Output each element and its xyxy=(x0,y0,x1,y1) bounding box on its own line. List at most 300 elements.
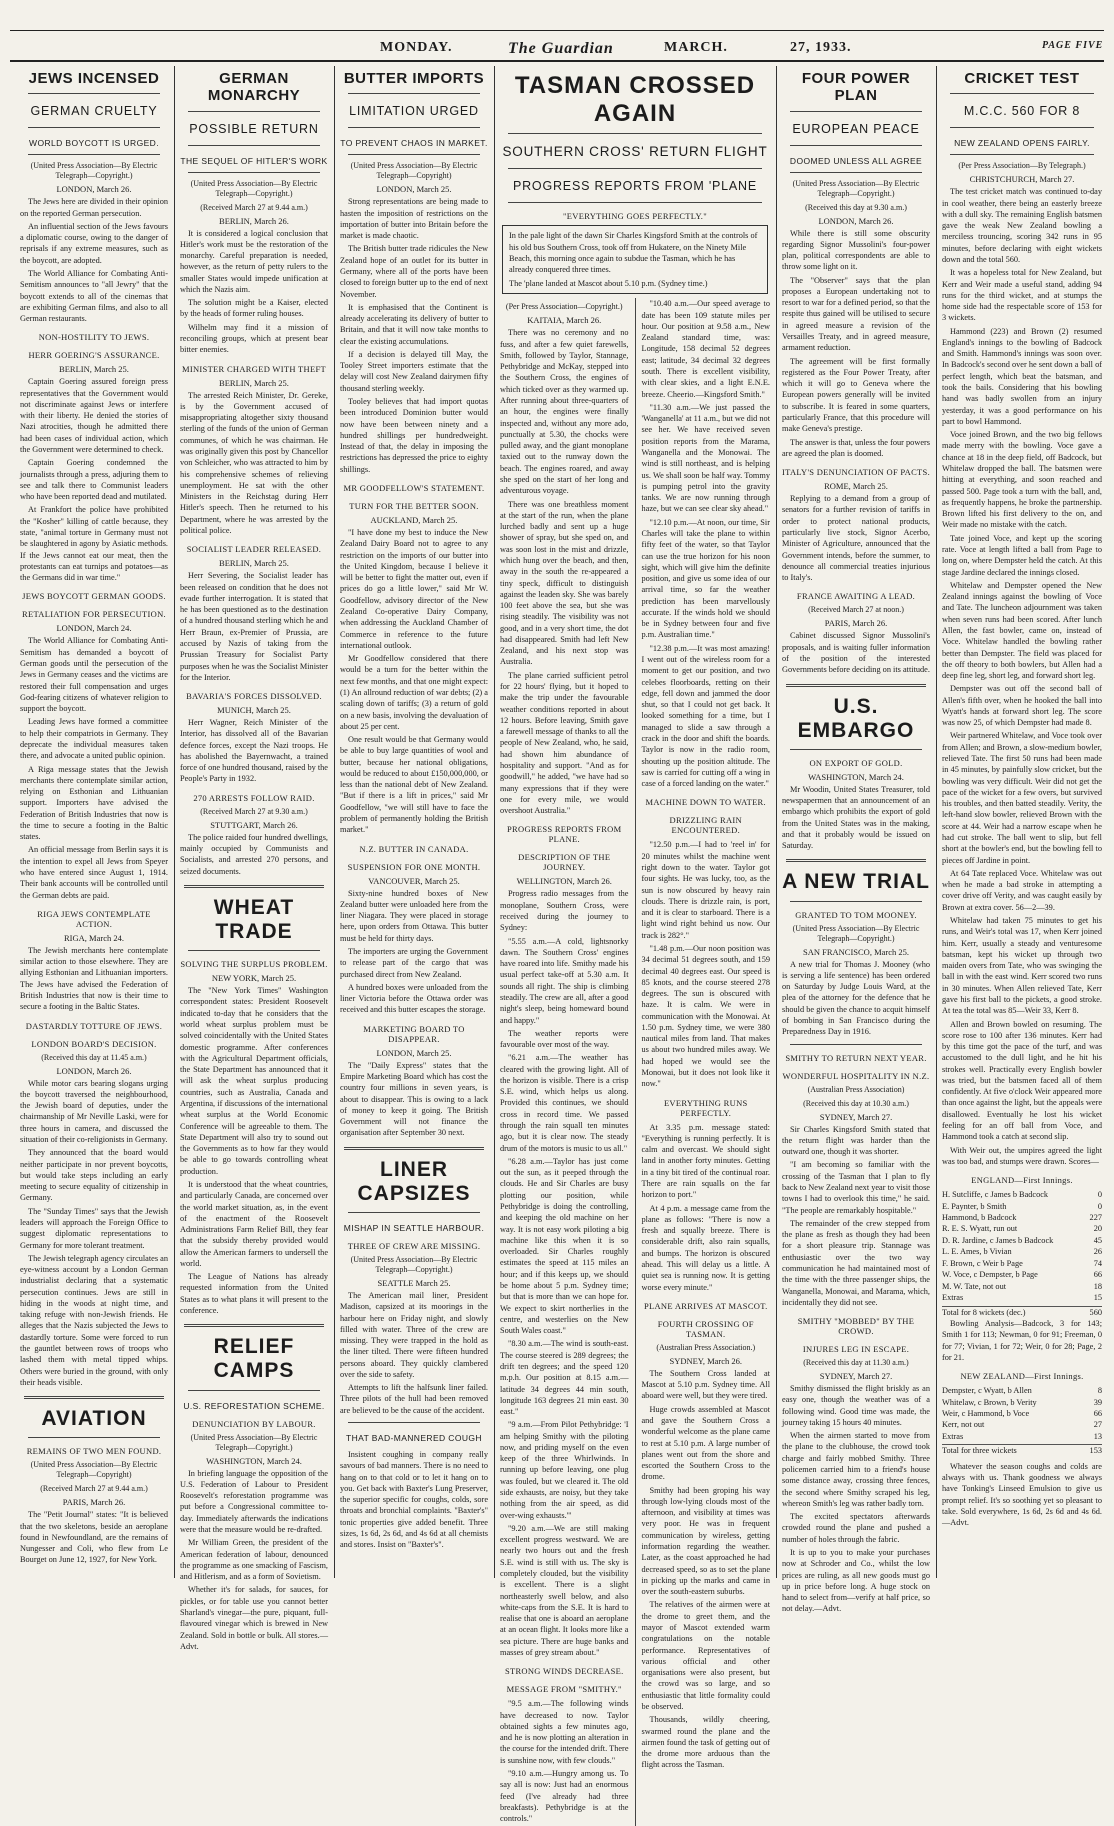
column-four-power-plan xyxy=(778,64,934,1614)
scorecard-row xyxy=(942,1292,1102,1303)
paragraph: Replying to a demand from a group of senators for a further revision of tariffs in order to protect national products, particularly live stock, Signor Acerbo, Minister of Agriculture, announced that the Government intends, before the summer, to denounce all commercial treaties injurious to Italy's. xyxy=(782,494,930,583)
batsman-name: L. E. Ames, b Vivian xyxy=(942,1247,1012,1257)
section-head: NON-HOSTILITY TO JEWS. xyxy=(38,332,150,343)
paragraph: Allen and Brown bowled on resuming. The score rose to 100 after 136 minutes. Kerr had by this time got the pace of the turf, and was accustomed to the dull light, and he hit his strokes well. Practically every English bowler was tried, but the batsmen faced all of them confidently. At five o'clock Weir appeared more than once against the light, but the appeals were disallowed. Eventually he lost his wicket feeling for an off ball from Voce, and Hammond took a catch at second slip. xyxy=(942,1019,1102,1142)
column-rule xyxy=(174,66,175,1578)
paragraph: One result would be that Germany would be able to buy large quantities of wool and butter, because her national obligations, would be reduced to about £150,000,000, or less than the national debt of New Zealand. "But if there is a lift in prices," said Mr Goodfellow, "we will still have to face the problem of permanently holding the British market." xyxy=(340,735,488,835)
paragraph: "9.10 a.m.—Hungry among us. To say all is now: Just had an enormous feed (I've already had three breakfasts). Pethybridge is at the controls." xyxy=(500,1768,629,1824)
received-line: (Received this day at 11.45 a.m.) xyxy=(41,1052,147,1062)
dateline: STUTTGART, March 26. xyxy=(210,819,298,830)
subhead: DOOMED UNLESS ALL AGREE xyxy=(789,155,923,166)
subhead: WORLD BOYCOTT IS URGED. xyxy=(29,138,159,149)
section-head: RETALIATION FOR PERSECUTION. xyxy=(22,609,166,620)
scorecard-new-zealand xyxy=(942,1385,1102,1442)
dateline: BERLIN, March 25. xyxy=(219,558,289,569)
paragraph: Herr Severing, the Socialist leader has been released on condition that he does not evade further interrogation. It is stated that he has been questioned as to the destination of a hundred thousand sterling which he and Herr Braun, ex-Premier of Prussia, are accused by Nazis of taking from the Prussian Treasury for Socialist Party purposes when he was the Socialist Minister for the Interior. xyxy=(180,571,328,682)
paragraph: While there is still some obscurity regarding Signor Mussolini's four-power plan, political correspondents are able to throw some light on it. xyxy=(782,228,930,272)
dateline: LONDON, March 25. xyxy=(376,1047,452,1058)
paragraph: "I have done my best to induce the New Zealand Dairy Board not to agree to any restriction on the imports of our butter into the United Kingdom, because I believe it will be better to fight the matter out, even if prices do go a little lower," said Mr W. Goodfellow, advisory director of the New Zealand Co-operative Dairy Company, when addressing the Auckland Chamber of Commerce in reference to the future international outlook. xyxy=(340,528,488,650)
scorecard-row xyxy=(942,1212,1102,1223)
masthead-date: 27, 1933. xyxy=(790,40,852,55)
section-head: TURN FOR THE BETTER SOON. xyxy=(349,501,479,511)
dateline: SEATTLE March 25. xyxy=(377,1277,451,1288)
section-head: PROGRESS REPORTS FROM PLANE. xyxy=(507,824,622,845)
divider xyxy=(188,145,320,146)
divider xyxy=(28,93,160,94)
batsman-runs: 26 xyxy=(1093,1247,1102,1257)
divider xyxy=(344,1147,484,1150)
paragraph: They announced that the board would neither participate in nor prevent boycotts, but would take steps including an early meeting to secure equality of citizenship in Germany. xyxy=(20,1148,168,1203)
batsman-runs: 0 xyxy=(1097,1201,1102,1211)
section-head: MACHINE DOWN TO WATER. xyxy=(645,797,766,808)
section-head: STRONG WINDS DECREASE. xyxy=(504,1666,624,1677)
column-rule xyxy=(334,66,335,1578)
paragraph: Mr William Green, the president of the American federation of labour, denounced the programme as one smacking of Fascism, and Hitlerism, and as a form of Sovietism. xyxy=(180,1538,328,1582)
column-jews-incensed xyxy=(16,64,172,1579)
batsman-name: E. Paynter, b Smith xyxy=(942,1201,1007,1211)
scorecard-row xyxy=(942,1431,1102,1442)
dateline: LONDON, March 26. xyxy=(818,215,894,226)
batsman-runs: 45 xyxy=(1093,1235,1102,1245)
paragraph: With Weir out, the umpires agreed the light was too bad, and stumps were drawn. Scores— xyxy=(942,1145,1102,1166)
masthead-title: The Guardian xyxy=(508,40,614,57)
paragraph: Huge crowds assembled at Mascot and gave the Southern Cross a wonderful welcome as the plane came to rest at 5.10 p.m. A large number of planes went out from the shore and escorted the Southern Cross to the drome. xyxy=(641,1404,770,1482)
dateline: LONDON, March 24. xyxy=(56,623,132,634)
divider xyxy=(188,111,320,112)
divider xyxy=(24,1396,164,1399)
paragraph: In briefing language the opposition of the U.S. Federation of Labour to President Roosevelt's reforestation programme was put before a Congressional committee to-day. Immediately afterwards the indications were that the measure would be re-drafted. xyxy=(180,1468,328,1534)
batsman-runs: 66 xyxy=(1093,1270,1102,1280)
paragraph: The test cricket match was continued to-day in cool weather, there being an easterly breeze with a dull sky. The remaining English batsmen gave the weak New Zealand bowling a merciless trouncing, scoring 342 runs in 95 minutes, before declaring with eight wickets down and the total 560. xyxy=(942,187,1102,264)
divider xyxy=(508,133,762,134)
subhead: THE SEQUEL OF HITLER'S WORK xyxy=(180,155,328,166)
dateline: LONDON, March 25. xyxy=(376,184,452,195)
dateline: CHRISTCHURCH, March 27. xyxy=(969,174,1075,185)
section-head: FRANCE AWAITING A LEAD. xyxy=(796,591,916,602)
paragraph: "9.20 a.m.—We are still making excellent progress westward. We are nearly two hours out and the fresh S.E. wind is still with us. The sky is completely clouded, but the visibility is excellent. There is a slight northeasterly swell below, and also white-caps from the S.E. It is hard to realise that one is aboard an aeroplane at an ocean flight. It looks more like a sea picture. There are huge banks and masses of grey stream about." xyxy=(500,1523,629,1657)
divider xyxy=(188,1390,320,1391)
dateline: PARIS, March 26. xyxy=(62,1497,126,1508)
batsman-name: Hammond, b Badcock xyxy=(942,1213,1017,1223)
divider xyxy=(348,1422,480,1423)
divider xyxy=(348,93,480,94)
paragraph: The arrested Reich Minister, Dr. Gereke, is by the Government accused of misappropriating altogether sixty thousand sterling of the funds of the union of German communes, of which he was chairman. He was originally given this post by Chancellor von Schleicher, who was attracted to him by his comprehensive schemes of relieving unemployment. He sat with the other Ministers in the Reichstag during Herr Hitler's speech. Then he returned to his Department, where he was arrested by the political police. xyxy=(180,390,328,535)
divider xyxy=(950,154,1094,155)
advertisement: It is up to you to make your purchases now at Schroder and Co., whilst the low prices are ruling, as all new goods must go up in price before long. A huge stock on hand to select from—verify at half price, so not delay.—Advt. xyxy=(782,1548,930,1614)
section-head: JEWS BOYCOTT GERMAN GOODS. xyxy=(22,591,166,602)
dateline: WASHINGTON, March 24. xyxy=(808,771,904,782)
divider xyxy=(184,1324,324,1327)
credit-line: (Per Press Association—Copyright.) xyxy=(505,302,623,312)
subhead: THREE OF CREW ARE MISSING. xyxy=(347,1240,481,1251)
paragraph: There was one breathless moment at the start of the run, when the plane lurched badly and sent up a huge shower of spray, but she sped on, and was soon lost in the mist and drizzle, which hung over the beach, and then, away in the south the re-appeared a tiny speck, difficult to distinguish against the leaden sky. She was barely 100 feet above the sea, but she was rising steadily. The visibility was not good, and in a very short time, the dot had disappeared. Smith had left New Zealand, and his next stop was Australia. xyxy=(500,499,629,667)
dateline: NEW YORK, March 25. xyxy=(211,973,297,984)
paragraph: "6.28 a.m.—Taylor has just come out the sun, as it peeped through the clouds. He and Sir Charles are busy plotting our position, while Pethybridge is doing the controlling, and keeping the old machine on her way. It is not easy work piloting a big machine like this when it is so overloaded. Sir Charles roughly estimates the speed at 115 miles an hour; and if this keeps up, we should be home about 5 p.m. Sydney time; but that is more than we can hope for. We expect to skirt northerlies in the centre, and westerlies on the New South Wales coast." xyxy=(500,1156,629,1336)
paragraph: "9 a.m.—From Pilot Pethybridge: 'I am helping Smithy with the piloting now, and priding myself on the even keep of the three Whirlwinds. In running up before leaving, one plug was fouled, but we cleared it. The old side exhausts, are noisy, but they take nothing from the air speed, as did over-wing exhausts.'" xyxy=(500,1420,629,1520)
paragraph: Progress radio messages from the monoplane, Southern Cross, were received during the journey to Sydney: xyxy=(500,889,629,933)
paragraph: Smithy dismissed the flight briskly as an easy one, though the weather was of a following wind. Good time was made, the journey taking 15 hours 40 minutes. xyxy=(782,1384,930,1427)
paragraph: The police raided four hundred dwellings, mainly occupied by Communists and Socialists, and arrested 270 persons, and seized documents. xyxy=(180,832,328,876)
section-head: MESSAGE FROM "SMITHY." xyxy=(506,1684,622,1695)
batsman-name: M. W. Tate, not out xyxy=(942,1281,1007,1291)
intro-text: In the pale light of the dawn Sir Charles Kingsford Smith at the controls of his old bus Southern Cross, took off from Hukatere, on the Ninety Mile Beach, this morning once again to subdue the Tasman, which he has already conquered three times. xyxy=(509,231,758,274)
subhead: SOLVING THE SURPLUS PROBLEM. xyxy=(180,959,328,970)
section-head: N.Z. BUTTER IN CANADA. xyxy=(359,843,469,854)
scorecard-row xyxy=(942,1258,1102,1269)
subcolumn-left xyxy=(500,298,629,1826)
subhead: ON EXPORT OF GOLD. xyxy=(809,757,903,768)
received-line: (Received this day at 11.30 a.m.) xyxy=(803,1358,909,1368)
total-label: Total for 8 wickets (dec.) xyxy=(942,1307,1026,1317)
scorecard-head: NEW ZEALAND—First Innings. xyxy=(960,1371,1084,1382)
section-head: FOURTH CROSSING OF TASMAN. xyxy=(657,1318,754,1339)
paragraph: It is considered a logical conclusion that Hitler's work must be the restoration of the monarchy. Careful preparation is needed, however, as the return of petty rulers to the smaller States would impede unification at which the Nazis aim. xyxy=(180,228,328,294)
batsman-name: Kerr, not out xyxy=(942,1420,985,1430)
paragraph: Captain Goering condemned the journalists through a press, adjuring them to see and talk there to Communist leaders who have been reported dead and mutilated. xyxy=(20,458,168,502)
paragraph: The League of Nations has already requested information from the United States as to what plans it will present to the conference. xyxy=(180,1272,328,1316)
batsman-name: R. E. S. Wyatt, run out xyxy=(942,1224,1018,1234)
section-head: EVERYTHING RUNS PERFECTLY. xyxy=(663,1097,748,1118)
paragraph: The relatives of the airmen were at the drome to greet them, and the mayor of Mascot extended warm congratulations on the notable performance. Representatives of various official and other organisations were also present, but the crowd was so large, and so enthusiastic that little formality could be observed. xyxy=(641,1600,770,1711)
subhead: REMAINS OF TWO MEN FOUND. xyxy=(26,1446,162,1457)
divider xyxy=(28,1437,160,1438)
paragraph: The World Alliance for Combating Anti-Semitism has demanded a boycott of German goods until the persecution of the Jews in Germany ceases and the victims are restored their full compensation and urges God-fearing citizens of whatever religion to support the boycott. xyxy=(20,636,168,714)
paragraph: The answer is that, unless the four powers are agreed the plan is doomed. xyxy=(782,437,930,458)
paragraph: The Jewish telegraph agency circulates an eye-witness account by a London German industrialist declaring that a systematic persecution continues. Jews are still in hiding in the woods at night time, and taking refuge with non-Jewish friends. He alleges that the Nazis subjected the Jews to dastardly torture. Some were forced to run the gauntlet between rows of troops who lashed them with metal tipped whips. Others were buried in the ground, with only their heads visible. xyxy=(20,1253,168,1387)
batsman-name: Extras xyxy=(942,1293,964,1303)
section-head: HERR GOERING'S ASSURANCE. xyxy=(28,350,160,361)
dateline: SYDNEY, March 26. xyxy=(669,1355,743,1366)
dateline: MUNICH, March 25. xyxy=(217,705,291,716)
credit-line: (United Press Association—By Electric Telegraph—Copyright.) xyxy=(792,178,920,198)
paragraph: "6.21 a.m.—The weather has cleared with the growing light. All of the horizon is visible. There is a crisp S.E. wind, which helps us along. Provided this continues, we should cross in record time. We passed through the rain squall ten minutes ago, but it is clear now. The steady drum of the motors is music to us all." xyxy=(500,1053,629,1153)
masthead-month: MARCH. xyxy=(664,40,728,55)
paragraph: The importers are urging the Government to release part of the cargo that was purchased direct from New Zealand. xyxy=(340,947,488,979)
section-head: DESCRIPTION OF THE JOURNEY. xyxy=(518,852,611,873)
paragraph: Tate joined Voce, and kept up the scoring rate. Voce at length lifted a ball from Page to long on, where Dempster held the catch. At this stage Jardine declared the innings closed. xyxy=(942,533,1102,577)
paragraph: Sir Charles Kingsford Smith stated that the return flight was harder than the outward one, though it was shorter. xyxy=(782,1124,930,1157)
paragraph: "1.48 p.m.—Our noon position was 34 decimal 51 degrees south, and 159 decimal 40 degrees east. Our speed is 85 knots, and the course steered 278 degrees. The sun is obscured with haze. It is calm. We were in communication with the Monowai. At 1.50 p.m. Sydney time, we were 380 nautical miles from land. That makes us about two hundred miles away. We had hoped we would see the Monowai, but it does not look like it now." xyxy=(641,943,770,1089)
paragraph: The "Observer" says that the plan proposes a European undertaking not to resort to war for a defined period, so that the respite thus gained will be utilised to secure in agreed measure a revision of the Versailles Treaty, and in agreed measure, armament reduction. xyxy=(782,275,930,353)
column-rule xyxy=(494,66,495,1578)
headline-a-new-trial: A NEW TRIAL xyxy=(782,870,930,894)
paragraph: Mr Goodfellow considered that there would be a turn for the better within the next few months, and that one might expect: (1) An allround reduction of war debts; (2) a scaling down of tariffs; (3) a return of gold on a new basis, involving the devaluation of about 25 per cent. xyxy=(340,654,488,731)
paragraph: At Frankfort the police have prohibited the "Kosher" killing of cattle because, they state, "animal torture in Germany must not be slaughtered in agony by Asiatic methods. If the Jews cannot eat our meat, then the protestants can eat turnips and potatoes—as the Germans did in war time." xyxy=(20,505,168,583)
paragraph: While motor cars bearing slogans urging the boycott traversed the neighbourhood, the Jewish board of deputies, under the chairmanship of Mr Neville Laski, were for three hours in camera, and discussed the situation of their co-religionists in Germany. xyxy=(20,1078,168,1144)
paragraph: "12.50 p.m.—I had to 'reel in' for 20 minutes whilst the machine went right down to the water. Taylor got four sights. He was lucky, too, as the sun is now obscured by heavy rain clouds. There is drizzle rain, is port, and it is clear to starboard. There is a light wind right behind us now. Our track is 282°." xyxy=(641,840,770,940)
paragraph: Dempster was out off the second ball of Allen's fifth over, when he hooked the ball into Wyatt's hands at forward short leg. The score was now 25, of which Dempster had made 8. xyxy=(942,684,1102,728)
page-columns xyxy=(16,64,1106,1824)
paragraph: The plane carried sufficient petrol for 22 hours' flying, but it hoped to make the trip under the favourable weather conditions reported in about 12 hours. Before leaving, Smith gave a farewell message of thanks to all the people of New Zealand, who, he said, had shown him abundance of hospitality and support. "And as for goodwill," he added, "we have had so many expressions that if they were one for every mile, we would overshoot Australia." xyxy=(500,670,629,816)
paragraph: It is understood that the wheat countries, and particularly Canada, are concerned over the world market situation, as, in the event of the enactment of the Roosevelt Administrations Farm Relief Bill, they fear that the subsidy thereby provided would allow the American farmers to undersell the world. xyxy=(180,1179,328,1268)
masthead xyxy=(0,0,1114,62)
advertisement: Insistent coughing in company really savours of bad manners. There is no need to hang on to that cold or to let it hang on to you. Get back with Baxter's Lung Preserver, the superior specific for coughs, colds, sore throats and bronchial complaints. "Baxter's" tonic properties give added benefit. Three sizes, 1s 6d, 2s 6d, and 4s 6d at all chemists and stores. Insist on "Baxter's". xyxy=(340,1450,488,1550)
scorecard-england xyxy=(942,1189,1102,1303)
section-head: SOCIALIST LEADER RELEASED. xyxy=(186,544,322,555)
dateline: PARIS, March 26. xyxy=(824,618,888,629)
received-line: (Received March 27 at 9.44 a.m.) xyxy=(200,202,308,212)
divider xyxy=(790,145,922,146)
divider xyxy=(790,1044,922,1045)
paragraph: If a decision is delayed till May, the Tooley Street importers estimate that the delay will cost New Zealand dairymen fifty thousand sterling weekly. xyxy=(340,349,488,393)
batsman-name: Whitelaw, c Brown, b Verity xyxy=(942,1397,1037,1407)
paragraph: Hammond (223) and Brown (2) resumed England's innings to the bowling of Badcock and Smith. Hammond's innings was soon over. In Badcock's second over he sent down a ball of perfect length, which beat the batsman, and took the bails. Considering that his bowling hand was badly swollen from an injury yesterday, it was a good performance on his part to bowl Hammond. xyxy=(942,326,1102,426)
paragraph: Voce joined Brown, and the two big fellows made merry with the bowling. Voce gave a chance at 18 in the deep field, off Badcock, but Whitelaw dropped the ball. The batsmen were hitting at everything, and soon reached and passed 500. Page took a turn with the ball, and, as frequently happens, he broke the partnership. Brown lifted his first delivery to the on, and Weir made no mistake with the catch. xyxy=(942,430,1102,530)
paragraph: The Jews here are divided in their opinion on the reported German persecution. xyxy=(20,197,168,218)
batsman-runs: 20 xyxy=(1093,1224,1102,1234)
dateline: AUCKLAND, March 25. xyxy=(370,515,458,525)
section-head: LONDON BOARD'S DECISION. xyxy=(31,1038,157,1049)
batsman-runs: 15 xyxy=(1093,1293,1102,1303)
total-runs: 153 xyxy=(1089,1446,1102,1456)
paragraph: The excited spectators afterwards crowded round the plane and pushed a number of holes through the fabric. xyxy=(782,1512,930,1544)
scorecard-row xyxy=(942,1397,1102,1408)
column-cricket-test xyxy=(938,64,1106,1579)
batsman-name: Weir, c Hammond, b Voce xyxy=(942,1408,1030,1418)
masthead-day: MONDAY. xyxy=(380,40,453,55)
column-german-monarchy xyxy=(176,64,332,1651)
divider xyxy=(28,127,160,128)
subhead: EUROPEAN PEACE xyxy=(792,121,920,136)
paragraph: "12.38 p.m.—It was most amazing! I went out of the wireless room for a moment to get our position, and two celebes floorboards, retting on their edge, fell down and jammed the door shut, so that I could not get back. It looked something for a time, but I managed to slide a saw through a crack in the door and shift the boards. Taylor is now in the radio room, shouting up the position altitude. The saw is carried for cutting off a wing in case of a forced landing on the water." xyxy=(641,643,770,789)
subhead: GERMAN CRUELTY xyxy=(30,104,158,119)
dateline: SYDNEY, March 27. xyxy=(819,1371,893,1382)
subhead: DENUNCIATION BY LABOUR. xyxy=(192,1418,316,1429)
paragraph: A hundred boxes were unloaded from the liner Victoria before the Ottawa order was received and this butter escapes the storage. xyxy=(340,982,488,1015)
headline-relief-camps: RELIEF CAMPS xyxy=(213,1335,295,1383)
batsman-runs: 8 xyxy=(1097,1386,1102,1396)
scorecard-row xyxy=(942,1189,1102,1200)
dateline: SYDNEY, March 27. xyxy=(819,1111,893,1122)
headline-cricket-test: CRICKET TEST xyxy=(964,70,1080,87)
credit-line: (United Press Association—By Electric Telegraph—Copyright.) xyxy=(190,178,318,198)
paragraph: An official message from Berlin says it is the intention to expel all Jews from Speyer who have entered since August 1, 1914. Their bank accounts will be controlled until the German debts are paid. xyxy=(20,845,168,900)
dateline: SAN FRANCISCO, March 25. xyxy=(802,946,910,957)
paragraph: "12.10 p.m.—At noon, our time, Sir Charles will take the plane to within fifty feet of the water, so that Taylor can use the true horizon for his noon sight, which will give him the definite position, and give us some idea of our arrival time, so far the weather prediction has been marvellously accurate. If the winds hold we should be in Sydney between four and five p.m. Australian time." xyxy=(641,517,770,640)
paragraph: Sixty-nine hundred boxes of New Zealand butter were unloaded here from the liner Niagara. They were placed in storage here, upon orders from Ottawa. This butter must be held for thirty days. xyxy=(340,888,488,943)
scorecard-row xyxy=(942,1408,1102,1419)
column-rule xyxy=(936,66,937,1578)
dateline: RIGA, March 24. xyxy=(64,932,124,943)
scorecard-row xyxy=(942,1223,1102,1234)
paragraph: The British butter trade ridicules the New Zealand hope of an outlet for its butter in Germany, where all of the ports have been closed to foreign butter up to the end of next November. xyxy=(340,244,488,299)
section-head: SMITHY "MOBBED" BY THE CROWD. xyxy=(797,1316,915,1337)
scorecard-row xyxy=(942,1201,1102,1212)
batsman-name: H. Sutcliffe, c James b Badcock xyxy=(942,1190,1049,1200)
paragraph: Mr Woodin, United States Treasurer, told newspapermen that an announcement of an embargo which prohibits the export of gold from the United States was in the making, and that it probably would be issued on Saturday. xyxy=(782,784,930,851)
dateline: BERLIN, March 25. xyxy=(59,364,129,375)
subhead: "EVERYTHING GOES PERFECTLY." xyxy=(563,211,707,222)
batsman-name: F. Brown, c Weir b Page xyxy=(942,1258,1023,1268)
scorecard-row xyxy=(942,1281,1102,1292)
headline-liner-capsizes: LINER CAPSIZES xyxy=(357,1157,471,1205)
subhead: M.C.C. 560 FOR 8 xyxy=(963,104,1081,119)
batsman-runs: 39 xyxy=(1093,1397,1102,1407)
paragraph: Whitelaw had taken 75 minutes to get his runs, and Weir's total was 17, when Kerr joined him. Kerr, usually a steady and venturesome batsman, kept his wicket up through two maiden overs from Tate, who was swinging the ball in with the east wind. Kerr scored two runs in 30 minutes. When Allen relieved Tate, Kerr gave his first ball to the pickets, a good stroke. At tea the total was 85—Weir 33, Kerr 8. xyxy=(942,915,1102,1016)
section-head: DASTARDLY TOTTURE OF JEWS. xyxy=(25,1020,163,1031)
divider xyxy=(786,859,926,862)
divider xyxy=(188,172,320,173)
subhead: U.S. REFORESTATION SCHEME. xyxy=(183,1400,325,1411)
received-line: (Received March 27 at noon.) xyxy=(808,605,904,615)
headline-butter-imports: BUTTER IMPORTS xyxy=(343,70,485,87)
section-head: WONDERFUL HOSPITALITY IN N.Z. xyxy=(782,1070,930,1081)
subhead: SOUTHERN CROSS' RETURN FLIGHT xyxy=(502,144,768,160)
batsman-name: D. R. Jardine, c James b Badcock xyxy=(942,1235,1054,1245)
scorecard-total xyxy=(942,1444,1102,1456)
dateline: VANCOUVER, March 25. xyxy=(368,875,460,886)
divider xyxy=(348,1212,480,1213)
paragraph: A new trial for Thomas J. Mooney (who is serving a life sentence) has been ordered on Saturday by Judge Louis Ward, at the plea of the attorney for the defence that he should be given the chance to acquit himself of bombing in San Francisco during the Preparedness Day in 1916. xyxy=(782,959,930,1037)
subcolumn-rule xyxy=(635,298,636,1826)
advertisement: Whether it's for salads, for sauces, for pickles, or for table use you cannot better Sharland's vinegar—the pure, piquant, full-flavoured vinegar which is brewed in New Zealand. Sold in bottle or bulk. All stores.—Advt. xyxy=(180,1585,328,1651)
dateline: LONDON, March 26. xyxy=(56,184,132,195)
masthead-bottom-rule xyxy=(10,60,1104,62)
divider xyxy=(790,172,922,173)
paragraph: The "New York Times" Washington correspondent states: President Roosevelt indicated to-day that he considers that the world wheat surplus problem must be solved coincidentally with the United States domestic programme. After conferences with the Agricultural Department officials, the State Department has announced that it will ask the wheat surplus producing countries, such as Australia, Canada and Argentina, if discussions of the international wheat surplus at the World Economic Conference will be agreeable to them. The State Department will also try to sound out the Governments as to how far they would be able to go towards controlling wheat production. xyxy=(180,986,328,1176)
batsman-runs: 27 xyxy=(1093,1420,1102,1430)
paragraph: Tooley believes that had import quotas been introduced Dominion butter would now have been between ninety and a hundred shillings per hundredweight. Instead of that, the delay in imposing the restrictions has depressed the price to eighty shillings. xyxy=(340,397,488,474)
subhead: NEW ZEALAND OPENS FAIRLY. xyxy=(954,138,1090,149)
paragraph: "11.30 a.m.—We just passed the 'Wanganella' at 11 a.m., but we did not see her. We have received seven position reports from the Marama, Wanganella and the Monowai. The wind is still northeast, and is helping us. We shall soon be half way. Tommy is pumping petrol into the gravity tanks. We are now running through haze, but we can see clear sky ahead." xyxy=(641,402,770,514)
paragraph: "8.30 a.m.—The wind is south-east. The course steered is 289 degrees; the drift ten degrees; and the speed 120 m.p.h. Our position at 8.15 a.m.—latitude 34 degrees 44 min south, longitude 163 degrees 21 min east. 30 east." xyxy=(500,1339,629,1417)
section-head: MINISTER CHARGED WITH THEFT xyxy=(181,363,327,374)
credit-line: (United Press Association—By Electric Telegraph—Copyright) xyxy=(350,161,478,181)
scorecard-row xyxy=(942,1269,1102,1280)
divider xyxy=(348,154,480,155)
dateline: BERLIN, March 25. xyxy=(219,377,289,388)
batsman-name: Extras xyxy=(942,1431,964,1441)
paragraph: Thousands, wildly cheering, swarmed round the plane and the airmen found the task of getting out of the drome more arduous than the flight across the Tasman. xyxy=(641,1715,770,1770)
section-head: 270 ARRESTS FOLLOW RAID. xyxy=(193,792,315,803)
headline-tasman-crossed-again: TASMAN CROSSED AGAIN xyxy=(514,72,756,127)
paragraph: At 4 p.m. a message came from the plane as follows: "There is now a fresh and squally breeze. There is considerable drift, also rain squalls, and bumps. The horizon is obscured ahead. This will delay us a little. A quiet sea is running now. It is getting worse every minute." xyxy=(641,1203,770,1292)
divider xyxy=(28,154,160,155)
total-label: Total for three wickets xyxy=(942,1446,1017,1456)
headline-us-embargo: U.S. EMBARGO xyxy=(797,694,915,742)
paragraph: The remainder of the crew stepped from the plane as fresh as though they had been for a short pleasure trip. Stannage was enthusiastic over the two way communication he had maintained most of the time with the three passenger ships, the Wanganella, Monowai, and Marama, which, incidentally they did not see. xyxy=(782,1218,930,1307)
paragraph: The Southern Cross landed at Mascot at 5.10 p.m. Sydney time. All aboard were well, but they were tired. xyxy=(641,1368,770,1401)
bowling-analysis: Bowling Analysis—Badcock, 3 for 143; Smith 1 for 113; Newman, 0 for 91; Freeman, 0 for 77; Vivian, 1 for 72; Weir, 0 for 28; Page, 2 for 21. xyxy=(942,1318,1102,1362)
section-head: PLANE ARRIVES AT MASCOT. xyxy=(643,1300,768,1311)
divider xyxy=(790,111,922,112)
credit-line: (United Press Association—By Electric Telegraph—Copyright) xyxy=(30,1460,158,1480)
dateline: LONDON, March 26. xyxy=(56,1065,132,1076)
divider xyxy=(950,127,1094,128)
batsman-runs: 13 xyxy=(1093,1431,1102,1441)
credit-line: (Per Press Association—By Telegraph.) xyxy=(958,161,1086,171)
page-number: PAGE FIVE xyxy=(1042,40,1104,51)
batsman-name: W. Voce, c Dempster, b Page xyxy=(942,1270,1038,1280)
column-rule xyxy=(776,66,777,1578)
section-head: MARKETING BOARD TO DISAPPEAR. xyxy=(363,1023,465,1044)
paragraph: "10.40 a.m.—Our speed average to date has been 109 statute miles per hour. Our position at 9.58 a.m., New Zealand standard time, was: Longitude, 158 decimal 52 degrees east; latitude, 34 decimal 32 degrees south. There is excellent visibility, with clear skies, and a light E.N.E. breeze. Cheerio.—Kingsford Smith." xyxy=(641,299,770,399)
divider xyxy=(950,93,1094,94)
advertisement: Whatever the season coughs and colds are always with us. Thank goodness we always have Tonking's Linseed Emulsion to give us prompt relief. It's so soothing yet so pleasant to take. Sold everywhere, 1s 6d, 2s 6d and 4s 6d.—Advt. xyxy=(942,1461,1102,1528)
paragraph: The solution might be a Kaiser, elected by the heads of former ruling houses. xyxy=(180,298,328,319)
divider xyxy=(348,127,480,128)
scorecard-row xyxy=(942,1385,1102,1396)
total-runs: 560 xyxy=(1089,1307,1102,1317)
scorecard-row xyxy=(942,1235,1102,1246)
batsman-runs: 227 xyxy=(1089,1213,1102,1223)
divider xyxy=(508,168,762,169)
paragraph: When the airmen started to move from the plane to the clubhouse, the crowd took charge and fairly mobbed Smithy. Three policemen carried him to a friend's house some distance away, crossing three fences, the second where Smithy scraped his leg, whereon Smith's leg was rather badly torn. xyxy=(782,1431,930,1508)
section-head: INJURES LEG IN ESCAPE. xyxy=(802,1344,910,1355)
section-head: SMITHY TO RETURN NEXT YEAR. xyxy=(785,1052,927,1063)
divider xyxy=(790,901,922,902)
received-line: (Received March 27 at 9.44 a.m.) xyxy=(40,1484,148,1494)
divider xyxy=(790,749,922,750)
scorecard-head: ENGLAND—First Innings. xyxy=(971,1175,1073,1186)
paragraph: Whitelaw and Dempster opened the New Zealand innings against the bowling of Voce and Tate. The luncheon adjournment was taken when seven runs had been scored. After lunch Allen, the fast bowler, came on, instead of Voce. Whitelaw handled the bowling rather better than Dempster. The field was placed for the off theory to both bowlers, but Allen had a deep fine leg, short leg, and forward short leg. xyxy=(942,580,1102,681)
paragraph: The "Daily Express" states that the Empire Marketing Board which has cost the country four millions in seven years, is about to disappear. This is owing to a lack of money to keep it going. The British Government will not finance the organisation after September 30 next. xyxy=(340,1060,488,1138)
headline-four-power-plan: FOUR POWER PLAN xyxy=(801,70,911,105)
paragraph: "5.55 a.m.—A cold, lightsnorky dawn. The Southern Cross' engines have roared into life. Smithy made his usual perfect take-off at 5.30 a.m. It sounds all right. The ship is climbing steadily. The crew are all, after a good night's sleep, being homeward bound and happy." xyxy=(500,936,629,1025)
two-column-body xyxy=(500,298,770,1826)
intro-box xyxy=(502,225,768,294)
paragraph: The World Alliance for Combating Anti-Semitism announces to "all Jewry" that the boycott extends to all of the cinemas that are exhibiting German films, and also to all German restaurants. xyxy=(20,268,168,324)
headline-german-monarchy: GERMAN MONARCHY xyxy=(207,70,301,105)
batsman-runs: 74 xyxy=(1093,1258,1102,1268)
subhead: LIMITATION URGED xyxy=(349,104,479,119)
paragraph: "I am becoming so familiar with the crossing of the Tasman that I plan to fly back to New Zealand next year to visit those towns I had to overlook this time," he said. "The people are remarkably hospitable." xyxy=(782,1160,930,1215)
ad-head: THAT BAD-MANNERED COUGH xyxy=(346,1433,482,1444)
paragraph: Herr Wagner, Reich Minister of the Interior, has dissolved all of the Bavarian defence forces, except the Nazi troops. He has abolished the Bayernwacht, a trained force of one hundred thousand, raised by the People's Party in 1932. xyxy=(180,718,328,784)
paragraph: Cabinet discussed Signor Mussolini's proposals, and is waiting fuller information of the position of the interested Governments before deciding on its attitude. xyxy=(782,631,930,675)
paragraph: The agreement will be first formally registered as the Four Power Treaty, after which it will go to Geneva where the European powers generally will be invited to subscribe. It is feared in some quarters, particularly France, that this procedure will make Geneva's prestige. xyxy=(782,356,930,434)
paragraph: An influential section of the Jews favours a diplomatic course, owing to the danger of reprisals if any extreme measures, such as the boycott, are adopted. xyxy=(20,221,168,265)
paragraph: The Jewish merchants here contemplate similar action to those elsewhere. They are allying Esthonian and Lithuanian importers. The Jews have advised the Federation of British Industries that now is their time to secure a footing in the Baltic States. xyxy=(20,945,168,1012)
paragraph: Captain Goering assured foreign press representatives that the Government would not discriminate against Jews or interfere with their liberty. He denied the stories of Nazi atrocities, though he admitted there had been cases of individual action, which the Government were determined to check. xyxy=(20,377,168,455)
paragraph: There was no ceremony and no fuss, and after a few quiet farewells, Smith, followed by Taylor, Stannage, Pethybridge and McKay, stepped into the Southern Cross, the engines of which ticked over as they warmed up. After running about three-quarters of an hour, the engines were finally inspected and, without any more ado, punctually at 5.30, the chocks were pulled away, and the giant monoplane taxied out to the runway down the beach. The engines roared, and away she sped on the start of her long and adventurous voyage. xyxy=(500,328,629,496)
section-head: ITALY'S DENUNCIATION OF PACTS. xyxy=(782,467,931,478)
subhead: TO PREVENT CHAOS IN MARKET. xyxy=(340,138,488,149)
headline-jews-incensed: JEWS INCENSED xyxy=(28,70,160,87)
section-head: RIGA JEWS CONTEMPLATE ACTION. xyxy=(37,908,151,929)
intro-landing: The 'plane landed at Mascot about 5.10 p.m. (Sydney time.) xyxy=(509,279,708,289)
paragraph: The "Sunday Times" says that the Jewish leaders will approach the Foreign Office to suggest diplomatic representations to Germany for more tolerant treatment. xyxy=(20,1206,168,1250)
headline-wheat-trade: WHEAT TRADE xyxy=(213,895,295,944)
credit-line: (United Press Association—By Electric Telegraph—Copyright.) xyxy=(350,1254,478,1274)
subhead: MISHAP IN SEATTLE HARBOUR. xyxy=(343,1222,485,1233)
scorecard-row xyxy=(942,1246,1102,1257)
divider xyxy=(184,885,324,888)
credit-line: (United Press Association—By Electric Telegraph—Copyright.) xyxy=(190,1432,318,1452)
received-line: (Received March 27 at 9.30 a.m.) xyxy=(200,806,308,816)
column-butter-imports xyxy=(336,64,492,1579)
section-head: MR GOODFELLOW'S STATEMENT. xyxy=(343,483,485,493)
credit-line: (United Press Association—By Electric Telegraph—Copyright.) xyxy=(30,161,158,181)
credit-line: (Australian Press Association.) xyxy=(656,1342,756,1352)
subhead: POSSIBLE RETURN xyxy=(189,121,319,136)
dateline: WELLINGTON, March 26. xyxy=(516,876,612,887)
received-line: (Received this day at 9.30 a.m.) xyxy=(805,202,907,212)
section-head: DRIZZLING RAIN ENCOUNTERED. xyxy=(669,815,742,836)
paragraph: It is emphasised that the Continent is already accelerating its delivery of butter to Britain, and that it will now take months to clear the existing accumulations. xyxy=(340,302,488,346)
paragraph: Attempts to lift the halfsunk liner failed. Three pilots of the hull had been removed are believed to be the cause of the accident. xyxy=(340,1383,488,1415)
batsman-runs: 66 xyxy=(1093,1408,1102,1418)
headline-aviation: AVIATION xyxy=(41,1407,147,1431)
paragraph: Strong representations are being made to hasten the imposition of restrictions on the importation of butter into Britain before the market is made chaotic. xyxy=(340,197,488,241)
paragraph: At 3.35 p.m. message stated: "Everything is running perfectly. It is calm and overcast. We should sight land in another forty minutes. Getting in a tiny bit tired of the continual roar. There are rain squalls on the far horizon to port." xyxy=(641,1122,770,1200)
paragraph: A Riga message states that the Jewish merchants there contemplate similar action, relying on Esthonian and Lithuanian support. Importers have advised the Federation of British Industries that now is the time to secure a footing in the Baltic states. xyxy=(20,764,168,842)
scorecard-row xyxy=(942,1419,1102,1430)
section-head: BAVARIA'S FORCES DISSOLVED. xyxy=(186,691,322,702)
subcolumn-right xyxy=(642,298,771,1826)
paragraph: The American mail liner, President Madison, capsized at its moorings in the harbour here on Friday night, and slowly filled with water. Three of the crew are missing. They were trapped in the hold as the liner tilted. There were fifteen hundred persons aboard. They quickly clambered over the side to safety. xyxy=(340,1290,488,1379)
scorecard-total xyxy=(942,1306,1102,1318)
